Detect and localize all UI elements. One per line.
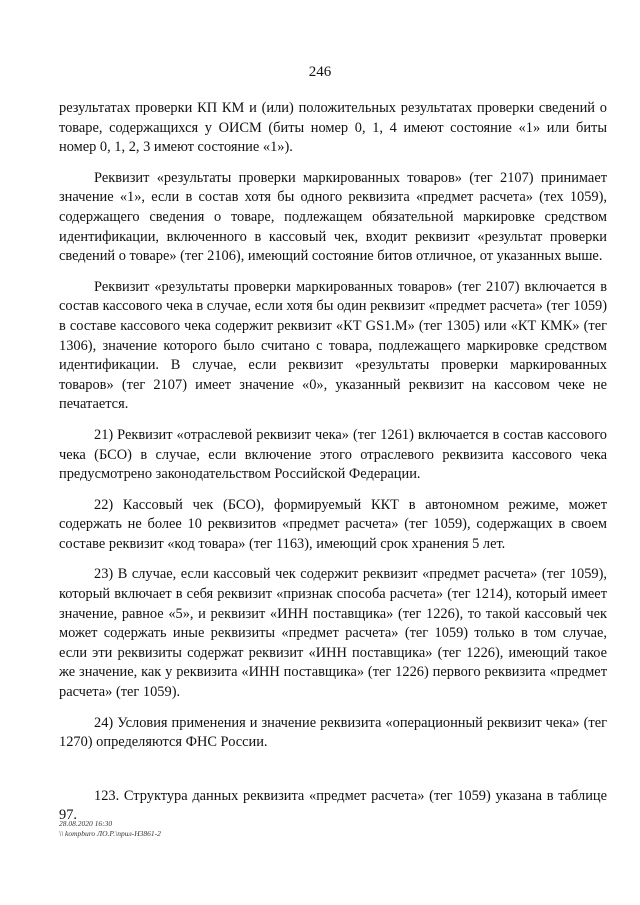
page-number: 246 <box>308 64 332 80</box>
paragraph-tag-2107-value: Реквизит «результаты проверки маркированных товаров» (тег 2107) принимает значение «1», если в состав хотя бы одного реквизита «предмет расчета» (тех 1059), содержащего сведения о товаре, подлежащем обязательной маркировке средством идентификации, включенного в кассовый чек, входит реквизит «результат проверки сведений о товаре» (тег 2106), имеющий состояние битов отличное, от указанных выше. <box>59 169 607 265</box>
paragraph-item-22: 22) Кассовый чек (БСО), формируемый ККТ в автономном режиме, может содержать не более 10 реквизитов «предмет расчета» (тег 1059), содержащих в своем составе реквизит «код товара» (тег 1163), имеющий срок хранения 5 лет. <box>59 496 607 552</box>
footer-timestamp: 28.08.2020 16:30 <box>59 819 113 828</box>
paragraph-tag-2107-inclusion: Реквизит «результаты проверки маркированных товаров» (тег 2107) включается в состав кассового чека в случае, если хотя бы один реквизит «предмет расчета» (тег 1059) в составе кассового чека содержит реквизит «КТ GS1.M» (тег 1305) или «КТ КМК» (тег 1306), значение которого было считано с товара, подлежащего маркировке средством идентификации. В случае, если реквизит «результаты проверки маркированных товаров» (тег 2107) имеет значение «0», указанный реквизит на кассовом чеке не печатается. <box>59 278 607 413</box>
document-footer <box>59 819 161 839</box>
footer-file-path: \\ kompburo ЛО.Р.\прил-Н3861-2 <box>59 829 161 838</box>
document-body <box>59 99 607 837</box>
paragraph-item-24: 24) Условия применения и значение реквизита «операционный реквизит чека» (тег 1270) определяются ФНС России. <box>59 714 607 751</box>
paragraph-item-23: 23) В случае, если кассовый чек содержит реквизит «предмет расчета» (тег 1059), который включает в себя реквизит «признак способа расчета» (тег 1214), который имеет значение, равное «5», и реквизит «ИНН поставщика» (тег 1226), то такой кассовый чек может содержать иные реквизиты «предмет расчета» (тег 1059) только в том случае, если эти реквизиты содержат реквизит «ИНН поставщика» (тег 1226), имеющий такое же значение, как у реквизита «ИНН поставщика» (тег 1226) первого реквизита «предмет расчета» (тег 1059). <box>59 566 607 701</box>
paragraph-continuation: результатах проверки КП КМ и (или) положительных результатах проверки сведений о товаре, содержащихся у ОИСМ (биты номер 0, 1, 4 имеют состояние «1» или биты номер 0, 1, 2, 3 имеют состояние «1»). <box>59 100 607 156</box>
paragraph-item-123: 123. Структура данных реквизита «предмет расчета» (тег 1059) указана в таблице 97. <box>59 787 607 824</box>
paragraph-item-21: 21) Реквизит «отраслевой реквизит чека» (тег 1261) включается в состав кассового чека (БСО) в случае, если включение этого отраслевого реквизита кассового чека предусмотрено законодательством Российской Федерации. <box>59 426 607 483</box>
